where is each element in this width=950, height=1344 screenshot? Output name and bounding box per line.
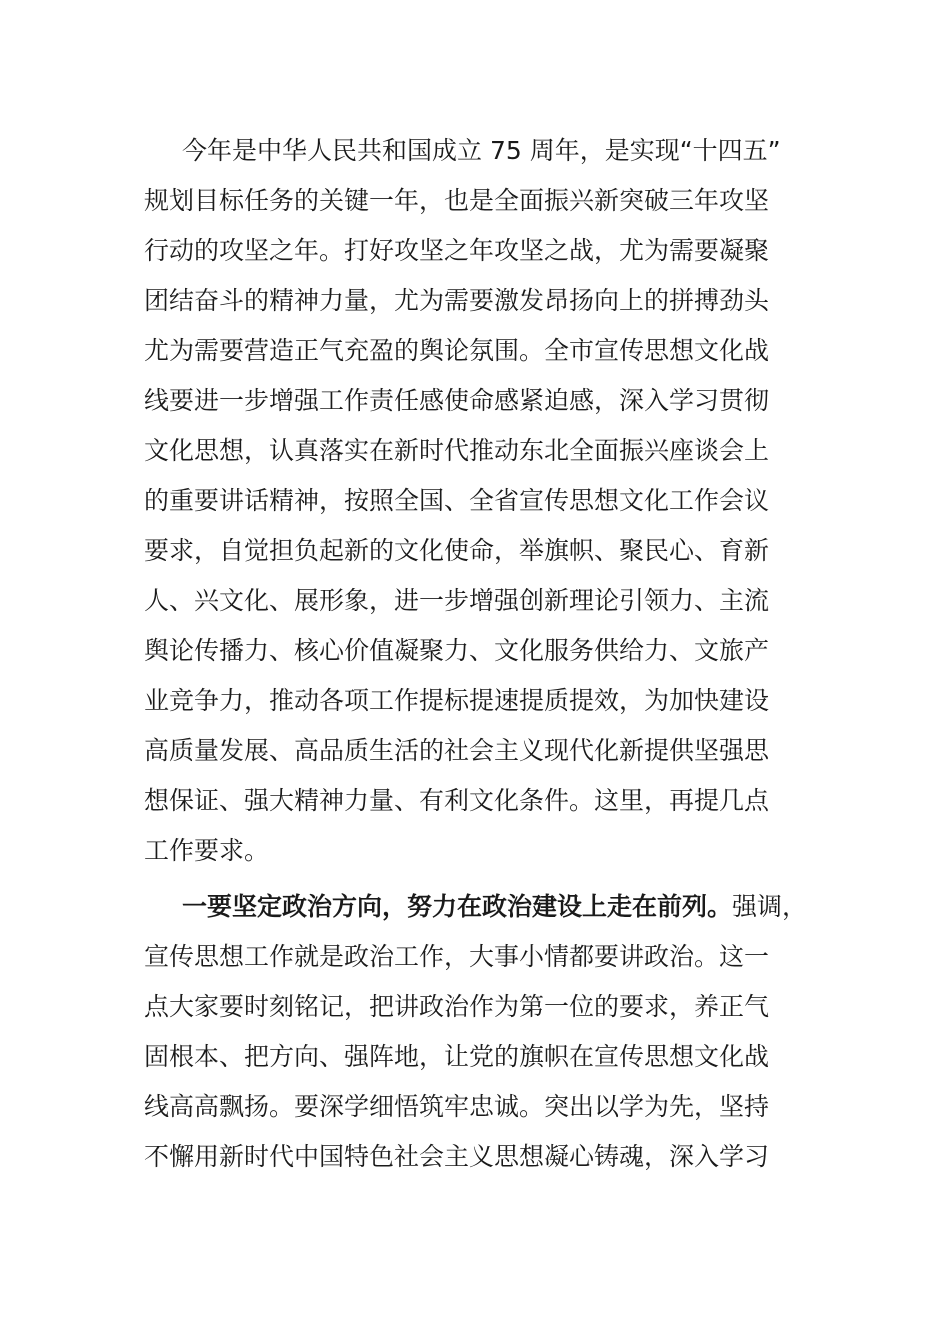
document-body [144,126,824,1182]
paragraph-line: 宣传思想工作就是政治工作，大事小情都要讲政治。这一 [144,942,770,971]
paragraph-line: 工作要求。 [144,836,270,865]
paragraph-line: 的重要讲话精神，按照全国、全省宣传思想文化工作会议 [144,486,770,515]
paragraph-line: 人、兴文化、展形象，进一步增强创新理论引领力、主流 [144,586,770,615]
paragraph-line: 尤为需要营造正气充盈的舆论氛围。全市宣传思想文化战 [144,336,770,365]
paragraph-line: 线高高飘扬。要深学细悟筑牢忠诚。突出以学为先，坚持 [144,1092,770,1121]
paragraph-line: 舆论传播力、核心价值凝聚力、文化服务供给力、文旅产 [144,636,770,665]
paragraph-line: 固根本、把方向、强阵地，让党的旗帜在宣传思想文化战 [144,1042,770,1071]
paragraph-2 [144,882,824,1182]
paragraph-line: 要求，自觉担负起新的文化使命，举旗帜、聚民心、育新 [144,536,770,565]
paragraph-line: 业竞争力，推动各项工作提标提速提质提效，为加快建设 [144,686,770,715]
paragraph-line: 点大家要时刻铭记，把讲政治作为第一位的要求，养正气 [144,992,770,1021]
paragraph-line: 高质量发展、高品质生活的社会主义现代化新提供坚强思 [144,736,770,765]
paragraph-line: 想保证、强大精神力量、有利文化条件。这里，再提几点 [144,786,770,815]
paragraph-line: 规划目标任务的关键一年，也是全面振兴新突破三年攻坚 [144,186,770,215]
paragraph-line: 不懈用新时代中国特色社会主义思想凝心铸魂，深入学习 [144,1142,770,1171]
paragraph-line: 今年是中华人民共和国成立 75 周年，是实现“十四五” [182,136,781,165]
section-heading: 一要坚定政治方向，努力在政治建设上走在前列。 [182,892,733,921]
paragraph-line: 文化思想，认真落实在新时代推动东北全面振兴座谈会上 [144,436,770,465]
heading-continuation: 强调， [732,892,808,921]
paragraph-line: 线要进一步增强工作责任感使命感紧迫感，深入学习贯彻 [144,386,770,415]
paragraph-1 [144,126,824,876]
paragraph-line: 行动的攻坚之年。打好攻坚之年攻坚之战，尤为需要凝聚 [144,236,770,265]
paragraph-line: 团结奋斗的精神力量，尤为需要激发昂扬向上的拼搏劲头 [144,286,770,315]
paragraph-first-line [144,882,824,932]
